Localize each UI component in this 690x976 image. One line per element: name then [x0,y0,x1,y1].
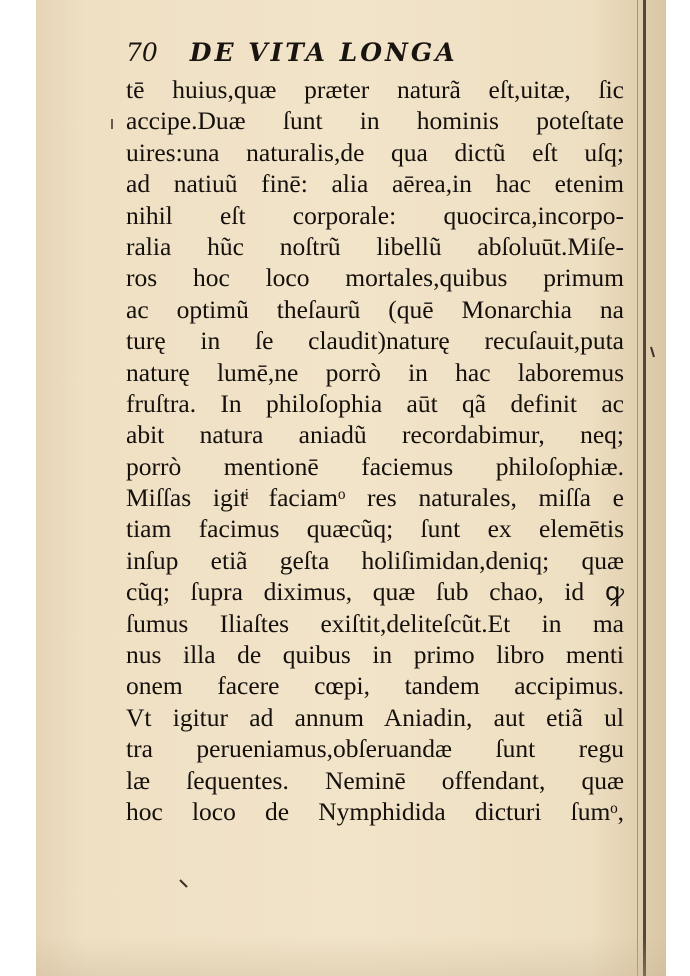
text-line: cũq; ſupra diximus, quæ ſub chao, id ꝙ [126,577,624,607]
text-line: ad natiuũ finē: alia aērea,in hac etenim [126,169,624,199]
page-edge-line [637,0,638,976]
text-line: uires:una naturalis,de qua dictũ eſt uſq; [126,137,624,167]
text-line: læ ſequentes. Neminē offendant, quæ [126,765,624,795]
text-line: Miſſas igitͥ faciamᵒ res naturales, miſſa e [126,483,624,513]
body-text [126,74,624,827]
page-header [126,38,458,67]
text-line: onem facere cœpi, tandem accipimus. [126,671,624,701]
binding-edge [643,0,646,976]
text-line: turę in ſe claudit)naturę recuſauit,puta [126,326,624,356]
text-line: nihil eſt corporale: quocirca,incorpo- [126,200,624,230]
text-line: Vt igitur ad annum Aniadin, aut etiã ul [126,702,624,732]
text-line: abit natura aniadũ recordabimur, neq; [126,420,624,450]
text-line: ſumus Iliaſtes exiſtit,deliteſcũt.Et in ma [126,608,624,638]
running-head: DE VITA LONGA [189,38,458,67]
text-line: ac optimũ theſaurũ (quē Monarchia na [126,294,624,324]
text-line: porrò mentionē faciemus philoſophiæ. [126,451,624,481]
margin-mark [108,118,116,130]
text-line: inſup etiã geſta holiſimidan,deniq; quæ [126,545,624,575]
stray-mark [178,878,190,890]
text-line: naturę lumē,ne porrò in hac laboremus [126,357,624,387]
text-line: ros hoc loco mortales,quibus primum [126,263,624,293]
page-number: 70 [126,38,158,67]
text-line: nus illa de quibus in primo libro menti [126,640,624,670]
text-line: fruſtra. In philoſophia aūt qã definit ac [126,388,624,418]
text-line: accipe.Duæ ſunt in hominis poteſtate [126,106,624,136]
text-line: hoc loco de Nymphidida dicturi ſumᵒ, [126,796,624,826]
text-line: tē huius,quæ præter naturã eſt,uitæ, ſic [126,75,624,104]
text-line: tra perueniamus,obſeruandæ ſunt regu [126,734,624,764]
text-line: tiam facimus quæcũq; ſunt ex elemētis [126,514,624,544]
margin-mark [648,345,658,359]
page-shadow [36,936,666,976]
text-line: ralia hũc noſtrũ libellũ abſoluūt.Miſe- [126,231,624,261]
